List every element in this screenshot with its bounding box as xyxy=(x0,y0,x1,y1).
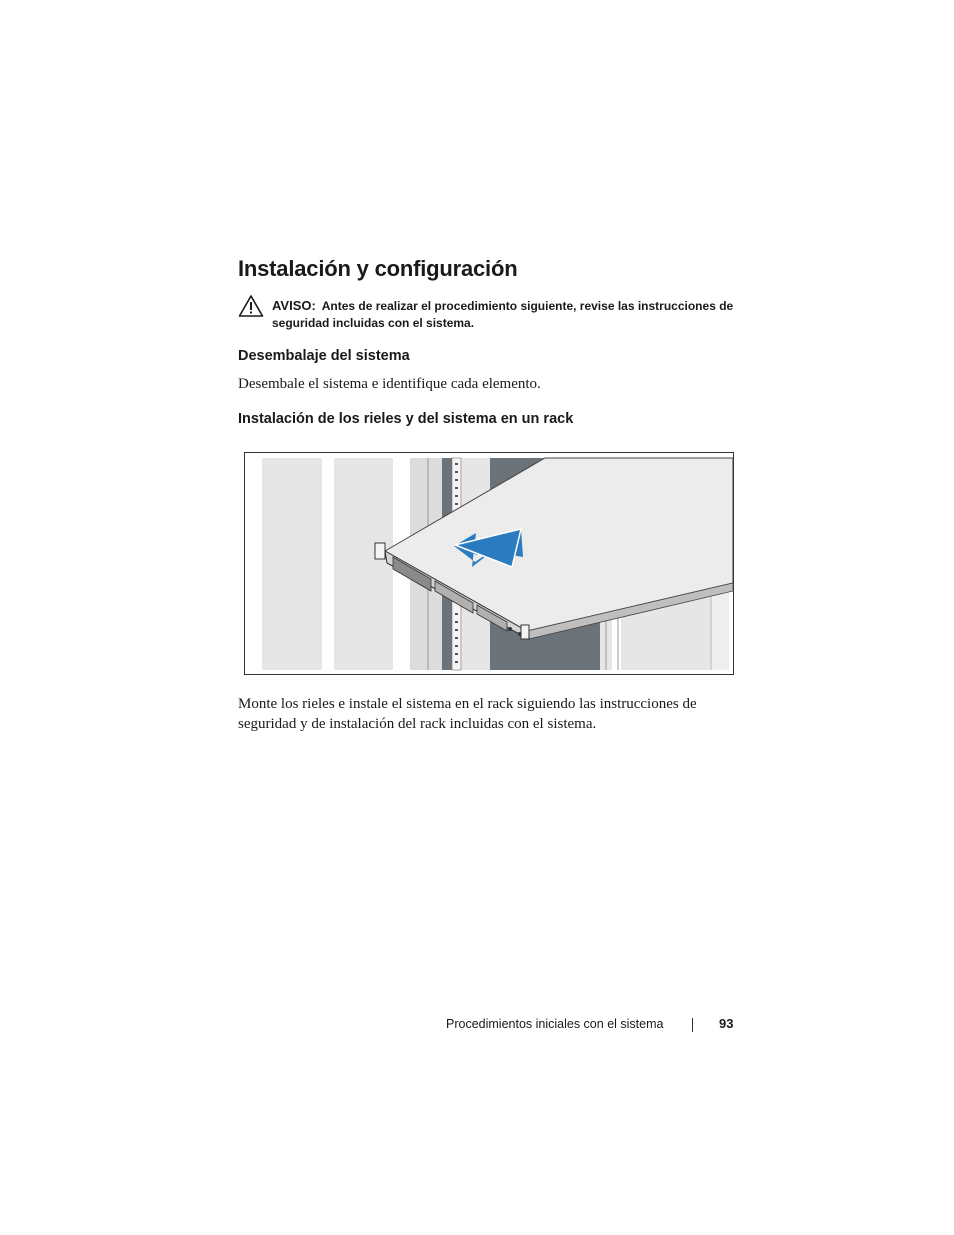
rack-installation-figure xyxy=(244,452,734,675)
section-heading-unpacking: Desembalaje del sistema xyxy=(238,348,410,364)
server-rack-installation-illustration xyxy=(245,453,733,674)
unpacking-body-text: Desembale el sistema e identifique cada elemento. xyxy=(238,376,541,392)
warning-notice xyxy=(272,297,742,332)
page-title: Instalación y configuración xyxy=(238,256,518,281)
footer-chapter-title: Procedimientos iniciales con el sistema xyxy=(446,1017,664,1031)
section-heading-rack-install: Instalación de los rieles y del sistema en un rack xyxy=(238,411,574,427)
warning-body: Antes de realizar el procedimiento siguiente, revise las instrucciones de seguridad incluidas con el sistema. xyxy=(272,299,734,330)
footer-separator xyxy=(692,1018,693,1032)
warning-triangle-icon xyxy=(238,294,264,318)
page-number: 93 xyxy=(719,1016,734,1031)
warning-label: AVISO: xyxy=(272,298,316,313)
rack-install-body-text: Monte los rieles e instale el sistema en el rack siguiendo las instrucciones de seguridad y de instalación del rack incluidas con el sistema. xyxy=(238,696,697,732)
